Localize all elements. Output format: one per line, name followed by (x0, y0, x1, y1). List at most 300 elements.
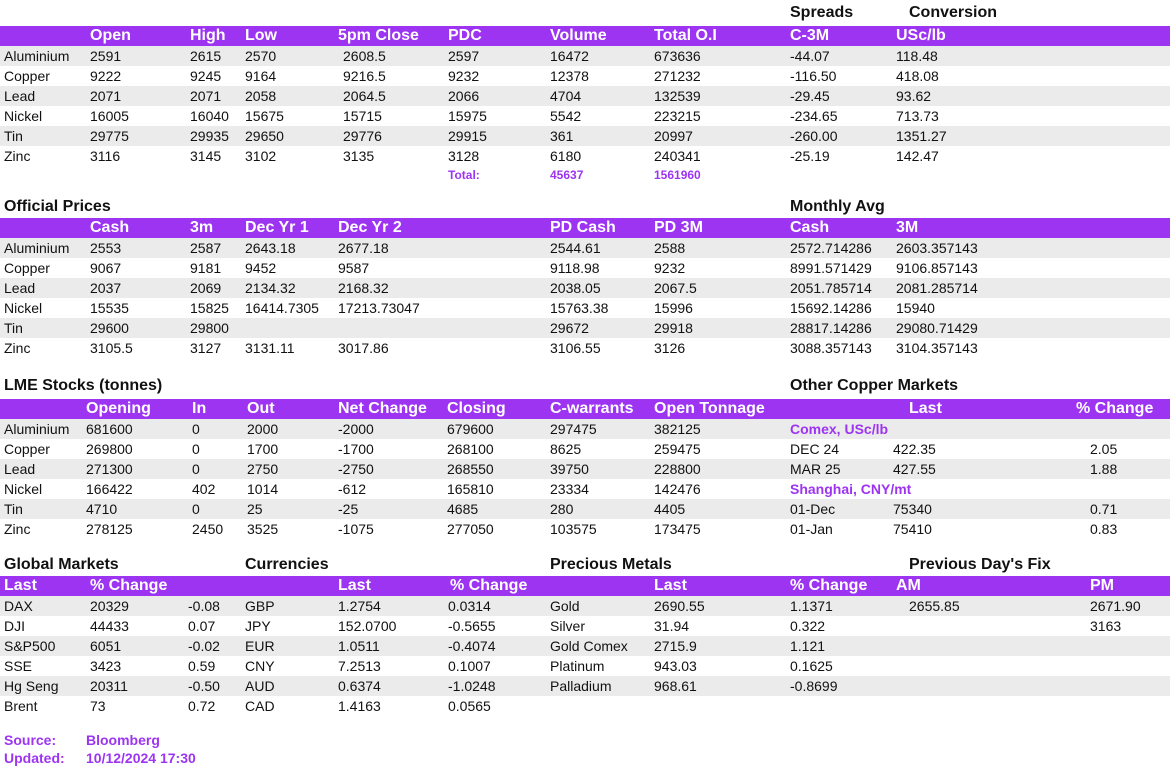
table-cell: 15763.38 (550, 300, 609, 316)
table-cell: Brent (4, 698, 38, 714)
copper-market-label: Shanghai, CNY/mt (790, 481, 912, 497)
table-cell: Platinum (550, 658, 605, 674)
table-cell: 9245 (190, 68, 222, 84)
source-value: Bloomberg (86, 732, 160, 748)
table-cell: 2553 (90, 240, 122, 256)
table-cell: Nickel (4, 481, 43, 497)
table-row (0, 126, 1170, 146)
table-cell: 2064.5 (343, 88, 386, 104)
table-cell: 1.4163 (338, 698, 381, 714)
table-cell: 4710 (86, 501, 118, 517)
header-cell: Low (245, 27, 277, 44)
table-cell: Aluminium (4, 421, 70, 437)
table-cell: 2058 (245, 88, 277, 104)
section1-header (0, 26, 1170, 46)
table-cell: 3135 (343, 148, 375, 164)
table-cell: Copper (4, 68, 50, 84)
header-cell: % Change (90, 577, 168, 594)
table-cell: 20311 (90, 678, 128, 694)
table-cell: 361 (550, 128, 574, 144)
table-cell: 2587 (190, 240, 222, 256)
table-cell: 9452 (245, 260, 277, 276)
table-cell: Gold Comex (550, 638, 628, 654)
table-cell: 0.07 (188, 618, 216, 634)
table-cell: 31.94 (654, 618, 690, 634)
table-row (0, 656, 1170, 676)
table-cell: 29672 (550, 320, 589, 336)
table-cell: -2000 (338, 421, 374, 437)
monthly-avg-title: Monthly Avg (790, 198, 885, 215)
table-cell: 2572.714286 (790, 240, 872, 256)
table-cell: 142.47 (896, 148, 939, 164)
table-cell: -1075 (338, 521, 374, 537)
table-cell: 9587 (338, 260, 370, 276)
previous-fix-title: Previous Day's Fix (909, 556, 1051, 573)
table-cell: 15975 (448, 108, 487, 124)
header-cell: PDC (448, 27, 482, 44)
table-cell: 4405 (654, 501, 686, 517)
table-cell: 418.08 (896, 68, 939, 84)
total-label: Total: (448, 168, 480, 182)
table-cell: 268100 (447, 441, 494, 457)
copper-market-last: 427.55 (893, 461, 936, 477)
table-cell: -1.0248 (448, 678, 496, 694)
header-cell: Cash (790, 219, 830, 236)
table-row (0, 338, 1170, 358)
table-cell: -0.08 (188, 598, 220, 614)
table-cell: 0.0565 (448, 698, 491, 714)
table-row (0, 616, 1170, 636)
table-cell: 165810 (447, 481, 494, 497)
table-cell: 29800 (190, 320, 229, 336)
updated-value: 10/12/2024 17:30 (86, 750, 196, 766)
header-cell: C-3M (790, 27, 830, 44)
header-cell: 3m (190, 219, 214, 236)
table-cell: 268550 (447, 461, 494, 477)
table-cell: 29080.71429 (896, 320, 978, 336)
table-cell: -44.07 (790, 48, 830, 64)
table-cell: GBP (245, 598, 275, 614)
header-cell: % Change (1076, 400, 1154, 417)
table-row (0, 439, 1170, 459)
copper-market-label: Comex, USc/lb (790, 421, 889, 437)
table-cell: -0.50 (188, 678, 220, 694)
table-cell: Aluminium (4, 240, 70, 256)
table-cell: 2597 (448, 48, 480, 64)
table-cell: 1.0511 (338, 638, 380, 654)
header-cell: Total O.I (654, 27, 717, 44)
table-cell: 681600 (86, 421, 133, 437)
table-cell: 9118.98 (550, 260, 600, 276)
table-cell: 2081.285714 (896, 280, 978, 296)
table-cell: 9067 (90, 260, 122, 276)
table-cell: Zinc (4, 521, 31, 537)
table-cell: 2071 (190, 88, 222, 104)
table-cell: 6051 (90, 638, 122, 654)
table-cell: 2067.5 (654, 280, 697, 296)
table-cell: 2677.18 (338, 240, 389, 256)
table-cell: 132539 (654, 88, 701, 104)
table-cell: 0 (192, 501, 200, 517)
table-cell: 223215 (654, 108, 701, 124)
copper-market-last: 75340 (893, 501, 932, 517)
table-cell: Zinc (4, 340, 31, 356)
header-cell: 5pm Close (338, 27, 419, 44)
table-cell: 3131.11 (245, 340, 295, 356)
table-cell: 16414.7305 (245, 300, 319, 316)
table-cell: 968.61 (654, 678, 697, 694)
table-cell: 280 (550, 501, 574, 517)
table-cell: 118.48 (896, 48, 938, 64)
table-row (0, 696, 1170, 716)
table-cell: Hg Seng (4, 678, 59, 694)
table-cell: 228800 (654, 461, 701, 477)
header-cell: Closing (447, 400, 506, 417)
table-cell: 152.0700 (338, 618, 397, 634)
table-cell: -0.02 (188, 638, 220, 654)
total-volume: 45637 (550, 168, 584, 182)
table-cell: CNY (245, 658, 275, 674)
table-cell: 713.73 (896, 108, 939, 124)
table-cell: 1.1371 (790, 598, 833, 614)
table-cell: 2168.32 (338, 280, 389, 296)
table-cell: -116.50 (790, 68, 837, 84)
table-cell: Aluminium (4, 48, 70, 64)
table-cell: 0.6374 (338, 678, 381, 694)
table-cell: 3163 (1090, 618, 1122, 634)
table-cell: 2671.90 (1090, 598, 1141, 614)
table-row (0, 298, 1170, 318)
table-cell: 271300 (86, 461, 133, 477)
table-cell: 0 (192, 441, 200, 457)
table-cell: 29915 (448, 128, 487, 144)
table-cell: DJI (4, 618, 25, 634)
table-cell: 3104.357143 (896, 340, 978, 356)
table-cell: 16005 (90, 108, 129, 124)
table-cell: DAX (4, 598, 33, 614)
table-row (0, 419, 1170, 439)
copper-market-last: 422.35 (893, 441, 936, 457)
table-cell: 9164 (245, 68, 277, 84)
header-cell: Last (909, 400, 942, 417)
table-cell: 20329 (90, 598, 129, 614)
table-cell: S&P500 (4, 638, 56, 654)
table-row (0, 238, 1170, 258)
header-cell: Last (4, 577, 37, 594)
table-row (0, 499, 1170, 519)
section3-header (0, 399, 1170, 419)
table-cell: 173475 (654, 521, 701, 537)
table-cell: 2000 (247, 421, 279, 437)
header-cell: % Change (790, 577, 868, 594)
table-cell: 9181 (190, 260, 222, 276)
header-cell: In (192, 400, 207, 417)
table-cell: 0.1007 (448, 658, 491, 674)
table-cell: 2588 (654, 240, 686, 256)
table-cell: 0 (192, 421, 200, 437)
table-cell: -25.19 (790, 148, 830, 164)
table-cell: 277050 (447, 521, 494, 537)
table-cell: 278125 (86, 521, 133, 537)
table-cell: 1351.27 (896, 128, 947, 144)
header-cell: Open Tonnage (654, 400, 765, 417)
table-cell: 9216.5 (343, 68, 386, 84)
table-cell: 8625 (550, 441, 582, 457)
header-cell: Out (247, 400, 275, 417)
table-cell: 2608.5 (343, 48, 386, 64)
table-cell: 3106.55 (550, 340, 601, 356)
table-cell: 673636 (654, 48, 701, 64)
table-cell: 2051.785714 (790, 280, 872, 296)
table-cell: SSE (4, 658, 33, 674)
copper-market-change: 0.71 (1090, 501, 1118, 517)
table-cell: 1.2754 (338, 598, 381, 614)
table-cell: 15940 (896, 300, 935, 316)
table-cell: 2750 (247, 461, 279, 477)
table-row (0, 46, 1170, 66)
table-cell: 0 (192, 461, 200, 477)
table-cell: 2570 (245, 48, 277, 64)
table-cell: 402 (192, 481, 216, 497)
table-cell: Tin (4, 501, 23, 517)
table-cell: 3525 (247, 521, 279, 537)
header-cell: Last (654, 577, 687, 594)
conversion-title: Conversion (909, 4, 998, 21)
table-cell: Copper (4, 260, 50, 276)
table-row (0, 318, 1170, 338)
section4-header (0, 576, 1170, 596)
header-cell: PM (1090, 577, 1114, 594)
lme-stocks-title: LME Stocks (tonnes) (4, 377, 163, 394)
table-cell: 9106.857143 (896, 260, 978, 276)
table-cell: 29935 (190, 128, 229, 144)
table-cell: 23334 (550, 481, 589, 497)
table-cell: 16472 (550, 48, 589, 64)
table-cell: 0.72 (188, 698, 216, 714)
copper-market-last: 75410 (893, 521, 932, 537)
table-cell: -25 (338, 501, 359, 517)
table-cell: 2069 (190, 280, 222, 296)
table-cell: 15535 (90, 300, 129, 316)
header-cell: % Change (450, 577, 528, 594)
table-cell: 4704 (550, 88, 582, 104)
table-cell: 29918 (654, 320, 693, 336)
table-cell: 15692.14286 (790, 300, 872, 316)
header-cell: Opening (86, 400, 151, 417)
table-cell: 6180 (550, 148, 582, 164)
table-row (0, 519, 1170, 539)
table-cell: 240341 (654, 148, 701, 164)
table-row (0, 258, 1170, 278)
table-cell: 0.1625 (790, 658, 833, 674)
table-cell: 5542 (550, 108, 582, 124)
header-cell: USc/lb (896, 27, 946, 44)
table-row (0, 459, 1170, 479)
table-cell: -29.45 (790, 88, 830, 104)
header-cell: Open (90, 27, 131, 44)
table-cell: 2450 (192, 521, 224, 537)
table-cell: 29600 (90, 320, 129, 336)
table-cell: 3017.86 (338, 340, 389, 356)
table-cell: Lead (4, 88, 36, 104)
table-row (0, 596, 1170, 616)
table-cell: -2750 (338, 461, 374, 477)
section2-header (0, 218, 1170, 238)
table-cell: Gold (550, 598, 580, 614)
table-cell: Tin (4, 320, 23, 336)
table-cell: 28817.14286 (790, 320, 872, 336)
table-cell: 269800 (86, 441, 133, 457)
table-cell: 3127 (190, 340, 222, 356)
table-cell: -234.65 (790, 108, 838, 124)
table-cell: -0.4074 (448, 638, 496, 654)
table-cell: 7.2513 (338, 658, 381, 674)
table-cell: 103575 (550, 521, 597, 537)
table-cell: AUD (245, 678, 275, 694)
header-cell: Net Change (338, 400, 427, 417)
table-cell: Nickel (4, 108, 43, 124)
copper-market-label: MAR 25 (790, 461, 841, 477)
table-cell: CAD (245, 698, 275, 714)
header-cell: AM (896, 577, 921, 594)
table-row (0, 278, 1170, 298)
table-cell: Lead (4, 280, 36, 296)
table-cell: 8991.571429 (790, 260, 872, 276)
header-cell: Dec Yr 2 (338, 219, 402, 236)
table-cell: 2603.357143 (896, 240, 978, 256)
table-cell: 0.322 (790, 618, 826, 634)
table-cell: 15825 (190, 300, 229, 316)
source-label: Source: (4, 732, 57, 748)
precious-metals-title: Precious Metals (550, 556, 672, 573)
table-cell: 2615 (190, 48, 222, 64)
table-row (0, 66, 1170, 86)
table-cell: 29650 (245, 128, 284, 144)
table-cell: EUR (245, 638, 275, 654)
table-cell: 2591 (90, 48, 122, 64)
header-cell: C-warrants (550, 400, 634, 417)
table-cell: 16040 (190, 108, 229, 124)
table-cell: 39750 (550, 461, 589, 477)
header-cell: High (190, 27, 226, 44)
table-cell: 73 (90, 698, 106, 714)
table-cell: 3128 (448, 148, 480, 164)
header-cell: Dec Yr 1 (245, 219, 309, 236)
table-cell: 15715 (343, 108, 382, 124)
copper-market-label: 01-Dec (790, 501, 836, 517)
table-cell: 0.59 (188, 658, 216, 674)
table-cell: 3105.5 (90, 340, 133, 356)
official-prices-title: Official Prices (4, 198, 111, 215)
table-cell: 44433 (90, 618, 129, 634)
spreads-title: Spreads (790, 4, 854, 21)
table-row (0, 146, 1170, 166)
table-cell: 0.0314 (448, 598, 491, 614)
header-cell: Cash (90, 219, 130, 236)
other-copper-title: Other Copper Markets (790, 377, 959, 394)
table-cell: 2071 (90, 88, 122, 104)
table-cell: 166422 (86, 481, 133, 497)
table-cell: -0.8699 (790, 678, 838, 694)
table-cell: Zinc (4, 148, 31, 164)
table-cell: 259475 (654, 441, 701, 457)
table-cell: 3088.357143 (790, 340, 872, 356)
table-cell: 29775 (90, 128, 129, 144)
global-markets-title: Global Markets (4, 556, 119, 573)
table-cell: 3423 (90, 658, 122, 674)
table-cell: 3102 (245, 148, 277, 164)
table-cell: Copper (4, 441, 50, 457)
copper-market-label: DEC 24 (790, 441, 840, 457)
table-cell: Tin (4, 128, 23, 144)
header-cell: PD 3M (654, 219, 703, 236)
table-cell: 142476 (654, 481, 701, 497)
table-cell: Nickel (4, 300, 43, 316)
table-cell: 4685 (447, 501, 479, 517)
table-cell: 3126 (654, 340, 686, 356)
table-cell: 2643.18 (245, 240, 296, 256)
table-cell: 2655.85 (909, 598, 960, 614)
table-cell: 1.121 (790, 638, 826, 654)
table-cell: 20997 (654, 128, 693, 144)
table-cell: 15996 (654, 300, 693, 316)
copper-market-change: 2.05 (1090, 441, 1118, 457)
table-cell: 1014 (247, 481, 279, 497)
table-cell: 3116 (90, 148, 121, 164)
table-cell: 9232 (654, 260, 686, 276)
table-cell: Silver (550, 618, 586, 634)
table-cell: 2690.55 (654, 598, 705, 614)
table-cell: 9232 (448, 68, 480, 84)
table-cell: 25 (247, 501, 263, 517)
header-cell: 3M (896, 219, 919, 236)
table-cell: 9222 (90, 68, 122, 84)
table-cell: 3145 (190, 148, 222, 164)
table-row (0, 106, 1170, 126)
table-row (0, 676, 1170, 696)
table-cell: 943.03 (654, 658, 697, 674)
table-cell: 2038.05 (550, 280, 601, 296)
header-cell: Volume (550, 27, 607, 44)
table-cell: -260.00 (790, 128, 838, 144)
table-cell: 2134.32 (245, 280, 296, 296)
table-cell: 2544.61 (550, 240, 601, 256)
table-cell: -0.5655 (448, 618, 496, 634)
table-cell: 679600 (447, 421, 494, 437)
table-cell: 12378 (550, 68, 589, 84)
table-cell: 2066 (448, 88, 480, 104)
copper-market-label: 01-Jan (790, 521, 833, 537)
copper-market-change: 0.83 (1090, 521, 1118, 537)
table-cell: -1700 (338, 441, 374, 457)
table-cell: 29776 (343, 128, 382, 144)
table-cell: 271232 (654, 68, 701, 84)
table-row (0, 479, 1170, 499)
table-cell: 17213.73047 (338, 300, 420, 316)
table-cell: 297475 (550, 421, 597, 437)
table-cell: 1700 (247, 441, 279, 457)
table-cell: Palladium (550, 678, 612, 694)
copper-market-change: 1.88 (1090, 461, 1118, 477)
updated-label: Updated: (4, 750, 65, 766)
table-row (0, 636, 1170, 656)
table-cell: -612 (338, 481, 367, 497)
table-cell: JPY (245, 618, 271, 634)
table-cell: Lead (4, 461, 36, 477)
header-cell: PD Cash (550, 219, 616, 236)
total-oi: 1561960 (654, 168, 701, 182)
table-row (0, 86, 1170, 106)
